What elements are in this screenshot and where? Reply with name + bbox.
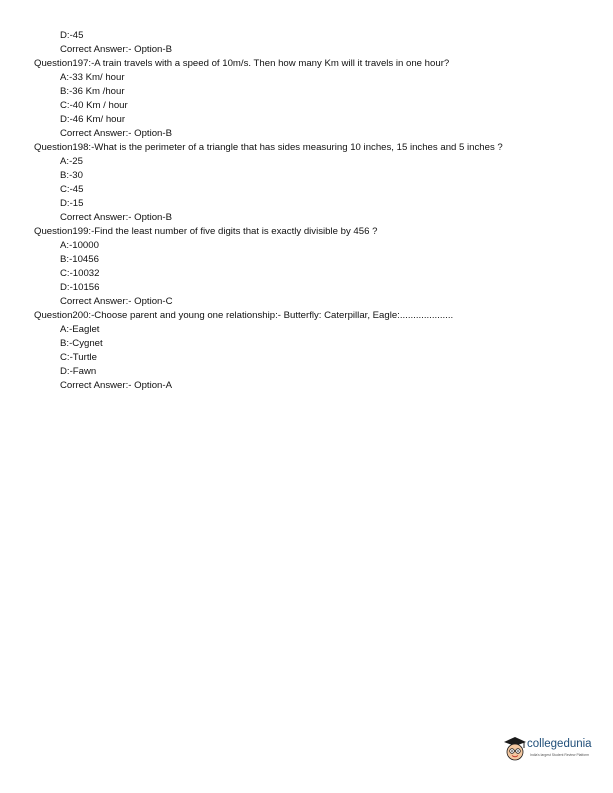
option-line: C:-45 <box>60 184 84 195</box>
mascot-icon <box>502 735 528 763</box>
option-line: B:-10456 <box>60 254 99 265</box>
option-line: D:-Fawn <box>60 366 97 377</box>
brand-tagline: India's largest Student Review Platform <box>530 753 590 757</box>
correct-answer-line: Correct Answer:- Option-C <box>60 296 173 307</box>
option-line: A:-25 <box>60 156 83 167</box>
document-body <box>0 29 613 393</box>
collegedunia-logo <box>502 735 607 765</box>
option-line: D:-46 Km/ hour <box>60 114 126 125</box>
option-line: B:-36 Km /hour <box>60 86 125 97</box>
question-200: Question200:-Choose parent and young one relationship:- Butterfly: Caterpillar, Eagle:.................... <box>34 310 454 321</box>
option-line: B:-Cygnet <box>60 338 103 349</box>
correct-answer-line: Correct Answer:- Option-A <box>60 380 172 391</box>
correct-answer-line: Correct Answer:- Option-B <box>60 128 172 139</box>
option-line: A:-33 Km/ hour <box>60 72 125 83</box>
option-line: B:-30 <box>60 170 83 181</box>
option-line: C:-40 Km / hour <box>60 100 128 111</box>
correct-answer-line: Correct Answer:- Option-B <box>60 212 172 223</box>
correct-answer-line: Correct Answer:- Option-B <box>60 44 172 55</box>
question-199: Question199:-Find the least number of five digits that is exactly divisible by 456 ? <box>34 226 378 237</box>
option-line: D:-10156 <box>60 282 100 293</box>
brand-name: collegedunia <box>527 738 592 750</box>
question-197: Question197:-A train travels with a speed of 10m/s. Then how many Km will it travels in one hour? <box>34 58 450 69</box>
option-line: D:-15 <box>60 198 84 209</box>
option-line: D:-45 <box>60 30 84 41</box>
question-198: Question198:-What is the perimeter of a triangle that has sides measuring 10 inches, 15 inches and 5 inches ? <box>34 142 503 153</box>
option-line: C:-Turtle <box>60 352 97 363</box>
option-line: C:-10032 <box>60 268 100 279</box>
option-line: A:-10000 <box>60 240 99 251</box>
option-line: A:-Eaglet <box>60 324 100 335</box>
